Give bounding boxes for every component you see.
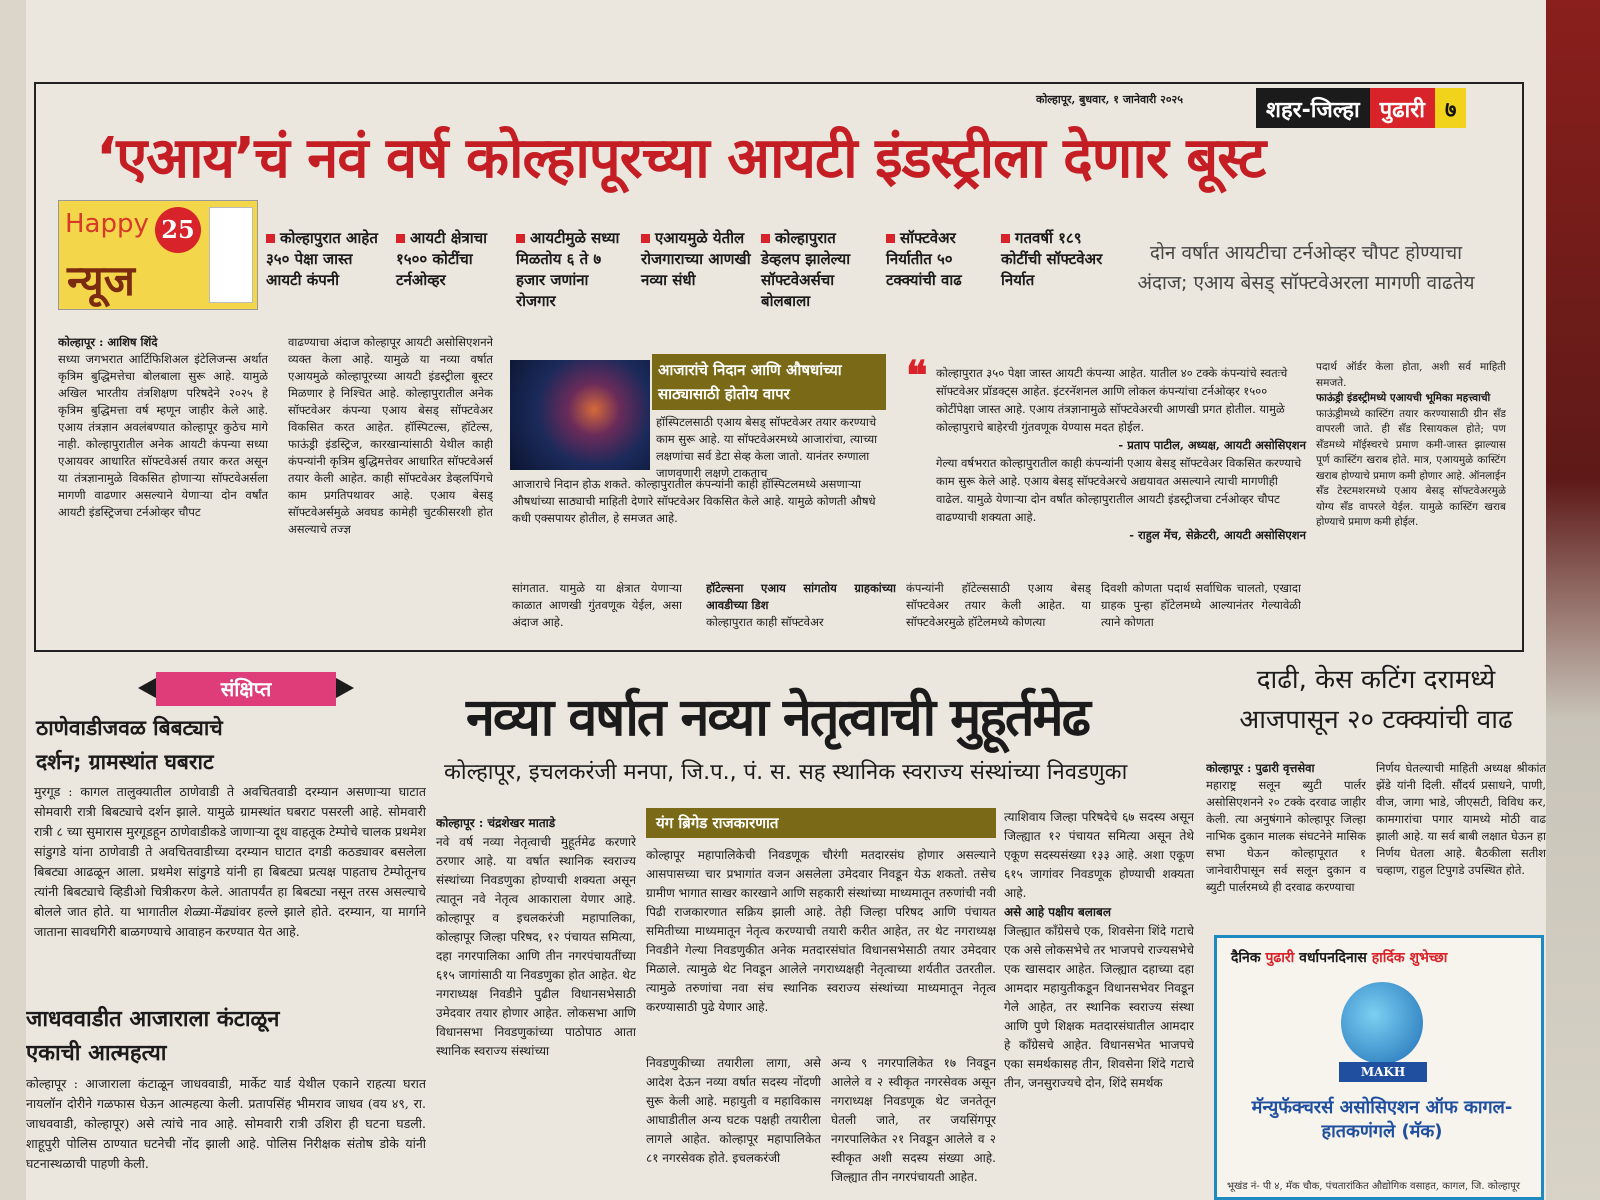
highlight-item: सॉफ्टवेअर निर्यातीत ५० टक्क्यांची वाढ: [886, 228, 986, 291]
election-col1-text: नवे वर्ष नव्या नेतृत्वाची मुहूर्तमेढ करणारे ठरणार आहे. या वर्षात स्थानिक स्वराज्य संस्थांच्या निवडणुका होण्याची शक्यता असून त्यातून नवे नेतृत्व आकाराला येणार आहे. कोल्हापूर व इचलकरंजी महापालिका, कोल्हापूर जिल्हा परिषद, १२ पंचायत समित्या, दहा नगरपालिका आणि तीन नगरपंचायतींच्या ६१५ जागांसाठी या निवडणुका होत आहेत. थेट नगराध्यक्ष निवडीने पुढील विधानसभेसाठी उमेदवार तयार होणार आहेत. लोकसभा आणि विधानसभा निवडणुकांच्या पाठोपाठ आता स्थानिक स्वराज्य संस्थांच्या: [436, 835, 636, 1058]
logo-year: 25: [155, 207, 201, 253]
lead-headline: ‘एआय’चं नवं वर्ष कोल्हापूरच्या आयटी इंडस्ट्रीला देणार बूस्ट: [96, 126, 1266, 191]
quote-icon: ❝: [906, 352, 928, 399]
lead-small-1: सांगतात. यामुळे या क्षेत्रात येणाऱ्या काळात आणखी गुंतवणूक येईल, असा अंदाज आहे.: [512, 581, 682, 629]
highlight-item: एआयमुळे येतील रोजगाराच्या आणखी नव्या संधी: [641, 229, 751, 289]
brief-1-title-line-1: ठाणेवाडीजवळ बिबट्याचे: [36, 716, 223, 740]
right-col-subhead: फाऊंड्री इंडस्ट्रीमध्ये एआयची भूमिका महत्त्वाची: [1316, 392, 1491, 404]
election-deck: कोल्हापूर, इचलकरंजी मनपा, जि.प., पं. स. सह स्थानिक स्वराज्य संस्थांच्या निवडणुका: [444, 760, 1128, 785]
young-brigade-band: यंग ब्रिगेड राजकारणात: [646, 808, 996, 838]
feature-box: [506, 354, 886, 554]
highlight-item: आयटीमुळे सध्या मिळतोय ६ ते ७ हजार जणांना रोजगार: [516, 228, 631, 312]
young-brigade-body: कोल्हापूर महापालिकेची निवडणूक चौरंगी मतदारसंघ होणार असल्याने आसपासच्या चार प्रभागांत वजन असलेला उमेदवार निवडून येऊ शकतो. तसेच ग्रामीण भागात साखर कारखाने आणि सहकारी संस्थांच्या माध्यमातून तरुणांची नवी पिढी राजकारणात सक्रिय झाली आहे. तेही जिल्हा परिषद आणि पंचायत समितीच्या माध्यमातून नेतृत्व करण्याची तयारी करीत आहेत, तर थेट नगराध्यक्ष निवडीने गेल्या निवडणुकीत अनेक मतदारसंघांत विधानसभेसाठी तयार उमेदवार मिळाले. त्यामुळे थेट निवडून आलेले नगराध्यक्षही नेतृत्वाच्या शर्यतीत उतरतील. त्यामुळे तरुणांचा नवा संच स्थानिक स्वराज्य संस्थांच्या माध्यमातून नेतृत्व करण्यासाठी पुढे येणार आहे.: [646, 848, 996, 1014]
lead-byline: कोल्हापूर : आशिष शिंदे: [58, 335, 158, 349]
lead-small-4: दिवशी कोणता पदार्थ सर्वाधिक चालतो, एखादा ग्राहक पुन्हा हॉटेलमध्ये आल्यानंतर गेल्यावेळी त्याने कोणता: [1101, 581, 1301, 629]
lead-column-2: वाढण्याचा अंदाज कोल्हापूर आयटी असोसिएशनने व्यक्त केला आहे. यामुळे या नव्या वर्षात एआयमुळे कोल्हापूरच्या आयटी इंडस्ट्रीला बूस्टर मिळणार हे निश्चित आहे. कोल्हापुरातील अनेक सॉफ्टवेअर कंपन्या एआय बेसड् सॉफ्टवेअर विकसित करत आहेत. हॉस्पिटल्स, हॉटेल्स, फाऊंड्री इंडस्ट्रिज, कारखान्यांसाठी येथील काही कंपन्यांनी कृत्रिम बुद्धिमत्तेवर आधारित सॉफ्टवेअर्स तयार केली आहेत. काही सॉफ्टवेअर डेव्हलपिंगचे काम प्रगतिपथावर आहे. एआय बेसड् सॉफ्टवेअर्समुळे अवघड कामेही चुटकीसरशी होत असल्याचे तज्ज्ञ: [288, 335, 493, 536]
ad-greeting-wishes: हार्दिक शुभेच्छा: [1371, 950, 1448, 966]
highlight-item: गतवर्षी १८९ कोटींची सॉफ्टवेअर निर्यात: [1001, 228, 1111, 291]
election-column-1: [436, 814, 636, 1200]
dateline: कोल्हापूर, बुधवार, १ जानेवारी २०२५: [1036, 93, 1183, 106]
page-number: ७: [1435, 88, 1466, 128]
briefs-label: संक्षिप्त: [156, 672, 336, 706]
party-strength-subhead: असे आहे पक्षीय बलाबल: [1004, 905, 1112, 919]
ad-greeting-anniversary: वर्धापनदिनास: [1299, 950, 1367, 966]
happy-news-logo: [58, 200, 258, 310]
ad-address: भूखंड नं- पी ४, मॅक चौक, पंचतारांकित औद्योगिक वसाहत, कागल, जि. कोल्हापूर: [1227, 1181, 1520, 1192]
feature-body: हॉस्पिटलसाठी एआय बेसड् सॉफ्टवेअर तयार करण्याचे काम सुरू आहे. या सॉफ्टवेअरमध्ये आजारांचा, त्याच्या लक्षणांचा सर्व डेटा सेव्ह केला जातो. यानंतर रुग्णाला जाणवणारी लक्षणे टाकताच: [656, 415, 878, 480]
feature-title: आजारांचे निदान आणि औषधांच्या साठ्यासाठी होतोय वापर: [652, 354, 886, 410]
haircut-column-2: निर्णय घेतल्याची माहिती अध्यक्ष श्रीकांत झेंडे यांनी दिली. सौंदर्य प्रसाधने, पाणी, वीज, जागा भाडे, जीएसटी, विविध कर, कामगारांचा पगार यामध्ये मोठी वाढ झाली आहे. या सर्व बाबी लक्षात घेऊन हा निर्णय घेतला आहे. बैठकीला सतीश चव्हाण, राहुल टिपुगडे उपस्थित होते.: [1376, 761, 1546, 877]
election-column-3: निवडणुकीच्या तयारीला लागा, असे आदेश देऊन नव्या वर्षात सदस्य नोंदणी सुरू केली आहे. महायुती व महाविकास आघाडीतील अन्य घटक पक्षही तयारीला लागले आहेत. कोल्हापूर महापालिकेत ८१ नगरसेवक होते. इचलकरंजी: [646, 1056, 821, 1165]
quote-1-text: कोल्हापुरात ३५० पेक्षा जास्त आयटी कंपन्या आहेत. यातील ४० टक्के कंपन्यांचे स्वतःचे सॉफ्टवेअर प्रॉडक्ट्स आहेत. इंटरनॅशनल आणि लोकल कंपन्यांचा टर्नओव्हर १५०० कोटींपेक्षा जास्त आहे. एआय तंत्रज्ञानामुळे सॉफ्टवेअरची आणखी प्रगत होतील. यामुळे कोल्हापुराचे बाहेरची गुंतवणूक येण्यास मदत होईल.: [936, 366, 1288, 434]
highlight-item: आयटी क्षेत्राचा १५०० कोटींचा टर्नओव्हर: [396, 228, 501, 291]
hotel-subhead: हॉटेल्सना एआय सांगतोय ग्राहकांच्या आवडीच्या डिश: [706, 581, 896, 612]
quote-1-attribution: - प्रताप पाटील, अध्यक्ष, आयटी असोसिएशन: [1118, 438, 1306, 452]
lead-small-2: [706, 580, 896, 636]
election-column-5: [1004, 808, 1194, 1200]
quote-block: [936, 364, 1306, 544]
haircut-column-1: [1206, 760, 1366, 930]
highlight-item: कोल्हापुरात डेव्हलप झालेल्या सॉफ्टवेअर्सचा बोलबाला: [761, 228, 876, 312]
brief-2-body: कोल्हापूर : आजाराला कंटाळून जाधववाडी, मार्केट यार्ड येथील एकाने राहत्या घरात नायलॉन दोरीने गळफास घेऊन आत्महत्या केली. प्रतापसिंह भीमराव जाधव (वय ४९, रा. जाधववाडी, कोल्हापूर) असे त्यांचे नाव आहे. सोमवारी रात्री उशिरा ही घटना घडली. शाहूपुरी पोलिस ठाण्यात घटनेची नोंद झाली आहे. पोलिस निरीक्षक संतोष डोके यांनी घटनास्थळाची पाहणी केली.: [26, 1076, 426, 1171]
ad-greeting-brand: पुढारी: [1265, 950, 1295, 966]
logo-happy: Happy: [65, 209, 149, 239]
election-headline: नव्या वर्षात नव्या नेतृत्वाची मुहूर्तमेढ: [466, 688, 1089, 748]
brief-1-body: मुरगूड : कागल तालुक्यातील ठाणेवाडी ते अवचितवाडी दरम्यान असणाऱ्या घाटात सोमवारी रात्री बिबट्याचे दर्शन झाले. यामुळे ग्रामस्थांत घबराट पसरली आहे. सोमवारी रात्री ८ च्या सुमारास मुरगूडहून ठाणेवाडीकडे जाणाऱ्या दूध वाहतूक टेम्पोचे चालक प्रथमेश सांडुगडे यांना ठाणेवाडी ते अवचितवाडीच्या दरम्यान घाटात दगडी कठड्यावर बसलेला बिबट्या आढळून आला. प्रथमेश सांडुगडे यांनी हा बिबट्या प्रत्यक्ष पाहताच टेम्पोतूनच त्यांनी बिबट्याचे व्हिडीओ चित्रीकरण केले. आतापर्यंत हा बिबट्या नसून तरस असल्याचे बोलले जात होते. या भागातील शेळ्या-मेंढ्यांवर हल्ले झाले होते. दरम्यान, या मार्गाने जाताना सावधगिरी बाळगण्याचे आवाहन करण्यात येत आहे.: [34, 784, 426, 939]
haircut-headline: दाढी, केस कटिंग दरामध्ये आजपासून २० टक्क्यांची वाढ: [1239, 665, 1513, 735]
brand-logo: पुढारी: [1370, 88, 1435, 128]
section-name: शहर-जिल्हा: [1256, 88, 1370, 128]
lead-subhead: दोन वर्षांत आयटीचा टर्नओव्हर चौपट होण्याचा अंदाज; एआय बेसड् सॉफ्टवेअरला मागणी वाढतेय: [1137, 242, 1475, 294]
election-byline: कोल्हापूर : चंद्रशेखर माताडे: [436, 816, 556, 830]
ad-greeting-daily: दैनिक: [1231, 950, 1261, 966]
makh-logo-text: MAKH: [1339, 1062, 1427, 1082]
hotel-text: कोल्हापुरात काही सॉफ्टवेअर: [706, 615, 824, 629]
logo-mini-page: [209, 207, 253, 303]
election-column-4: अन्य ९ नगरपालिकेत १७ निवडून आलेले व २ स्वीकृत नगरसेवक असून नगराध्यक्ष निवडणूक थेट जनतेतून घेतली जाते, तर जयसिंगपूर नगरपालिकेत २१ निवडून आलेले व २ स्वीकृत अशी सदस्य संख्या आहे. जिल्ह्यात तीन नगरपंचायती आहेत.: [831, 1056, 996, 1184]
globe-logo-icon: [1341, 982, 1423, 1064]
quote-2-text: गेल्या वर्षभरात कोल्हापुरातील काही कंपन्यांनी एआय बेसड् सॉफ्टवेअर विकसित करण्याचे काम सुरू केले आहे. एआय बेसड् सॉफ्टवेअरचे अद्ययावत असल्याने त्याची मागणीही वाढेल. यामुळे येणाऱ्या दोन वर्षांत कोल्हापुरातील आयटी इंडस्ट्रीजचा टर्नओव्हर चौपट वाढण्याची शक्यता आहे.: [936, 456, 1302, 524]
lead-small-3: कंपन्यांनी हॉटेल्ससाठी एआय बेसड् सॉफ्टवेअर तयार केली आहेत. या सॉफ्टवेअरमुळे हॉटेलमध्ये कोणत्या: [906, 581, 1091, 629]
haircut-byline: कोल्हापूर : पुढारी वृत्तसेवा: [1206, 761, 1315, 775]
newspaper-page: [26, 0, 1546, 1200]
brief-2-title-line-2: एकाची आत्महत्या: [26, 1041, 167, 1066]
right-col-intro: पदार्थ ऑर्डर केला होता, अशी सर्व माहिती समजते.: [1316, 361, 1506, 389]
haircut-body: महाराष्ट्र सलून ब्युटी पार्लर असोसिएशनने २० टक्के दरवाढ जाहीर केली. त्या अनुषंगाने कोल्हापूर जिल्हा नाभिक दुकान मालक संघटनेने मासिक सभा घेऊन कोल्हापूरात १ जानेवारीपासून सर्व सलून दुकान व ब्युटी पार्लरमध्ये ही दरवाढ करण्याचा: [1206, 778, 1366, 894]
lead-column-right: [1316, 360, 1506, 640]
feature-body-continued: आजाराचे निदान होऊ शकते. कोल्हापुरातील कंपन्यांनी काही हॉस्पिटलमध्ये असणाऱ्या औषधांच्या साठ्याची माहिती देणारे सॉफ्टवेअर विकसित केले आहे. यामुळे कोणती औषधे कधी एक्सपायर होतील, हे समजत आहे.: [512, 477, 876, 525]
party-strength-body: जिल्ह्यात काँग्रेसचे एक, शिवसेना शिंदे गटाचे एक असे लोकसभेचे तर भाजपचे राज्यसभेचे एक खासदार आहेत. जिल्ह्यात दहाच्या दहा आमदार महायुतीकडून विधानसभेवर निवडून गेले आहेत, तर स्थानिक स्वराज्य संस्था आणि पुणे शिक्षक मतदारसंघातील आमदार हे काँग्रेसचे आहेत. विधानसभेत भाजपचे एका समर्थकासह तीन, शिवसेना शिंदे गटाचे तीन, जनसुराज्यचे दोन, शिंदे समर्थक: [1004, 924, 1194, 1090]
ai-brain-image: [510, 360, 650, 470]
right-col-body: फाऊंड्रीमध्ये कास्टिंग तयार करण्यासाठी ग्रीन सँड वापरली जाते. ही सँड रिसायकल होते; पण सँडमध्ये मॉईस्चरचे प्रमाण कमी-जास्त झाल्यास पूर्ण कास्टिंग खराब होते. मात्र, एआयमुळे कास्टिंग खराब होण्याचे प्रमाण कमी होणार आहे. ऑनलाईन सँड टेस्टमशरमध्ये एआय बेसड् सॉफ्टवेअरमुळे योग्य सँड वापरले येईल. यामुळे कास्टिंग खराब होण्याचे प्रमाण कमी होईल.: [1316, 407, 1506, 528]
lead-column-1: [58, 334, 268, 634]
makh-advertisement: [1214, 935, 1544, 1200]
ad-association-name: मॅन्युफॅक्चरर्स असोसिएशन ऑफ कागल- हातकणंगले (मॅक): [1251, 1097, 1513, 1142]
highlight-item: कोल्हापुरात आहेत ३५० पेक्षा जास्त आयटी कंपनी: [266, 228, 391, 291]
ad-greeting: [1231, 948, 1541, 967]
quote-2-attribution: - राहुल मेंच, सेक्रेटरी, आयटी असोसिएशन: [1129, 528, 1306, 542]
brief-1-title-line-2: दर्शन; ग्रामस्थांत घबराट: [36, 750, 214, 774]
brief-2-title-line-1: जाधववाडीत आजाराला कंटाळून: [26, 1007, 280, 1032]
election-col5-text: त्याशिवाय जिल्हा परिषदेचे ६७ सदस्य असून जिल्ह्यात १२ पंचायत समित्या असून तेथे एकूण सदस्यसंख्या १३३ आहे. अशा एकूण ६१५ जागांवर निवडणूक होण्याची शक्यता आहे.: [1004, 810, 1194, 900]
logo-news: न्यूज: [67, 256, 135, 305]
lead-col1-text: सध्या जगभरात आर्टिफिशिअल इंटेलिजन्स अर्थात कृत्रिम बुद्धिमत्तेचा बोलबाला सुरू आहे. यामुळे अखिल भारतीय तंत्रशिक्षण परिषदेने २०२५ हे कृत्रिम बुद्धिमत्ता वर्ष म्हणून जाहीर केले आहे. एआय तंत्रज्ञान अवलंबण्यात कोल्हापूर कुठेच मागे नाही. कोल्हापुरातील अनेक आयटी कंपन्या सध्या एआयवर आधारित सॉफ्टवेअर्स तयार करत असून या तंत्रज्ञानामुळे विकसित होणाऱ्या सॉफ्टवेअर्सला मागणी वाढणार असल्याने येणाऱ्या दोन वर्षांत आयटी इंडस्ट्रिजचा टर्नओव्हर चौपट: [58, 352, 268, 519]
highlights-list: [266, 228, 1126, 328]
